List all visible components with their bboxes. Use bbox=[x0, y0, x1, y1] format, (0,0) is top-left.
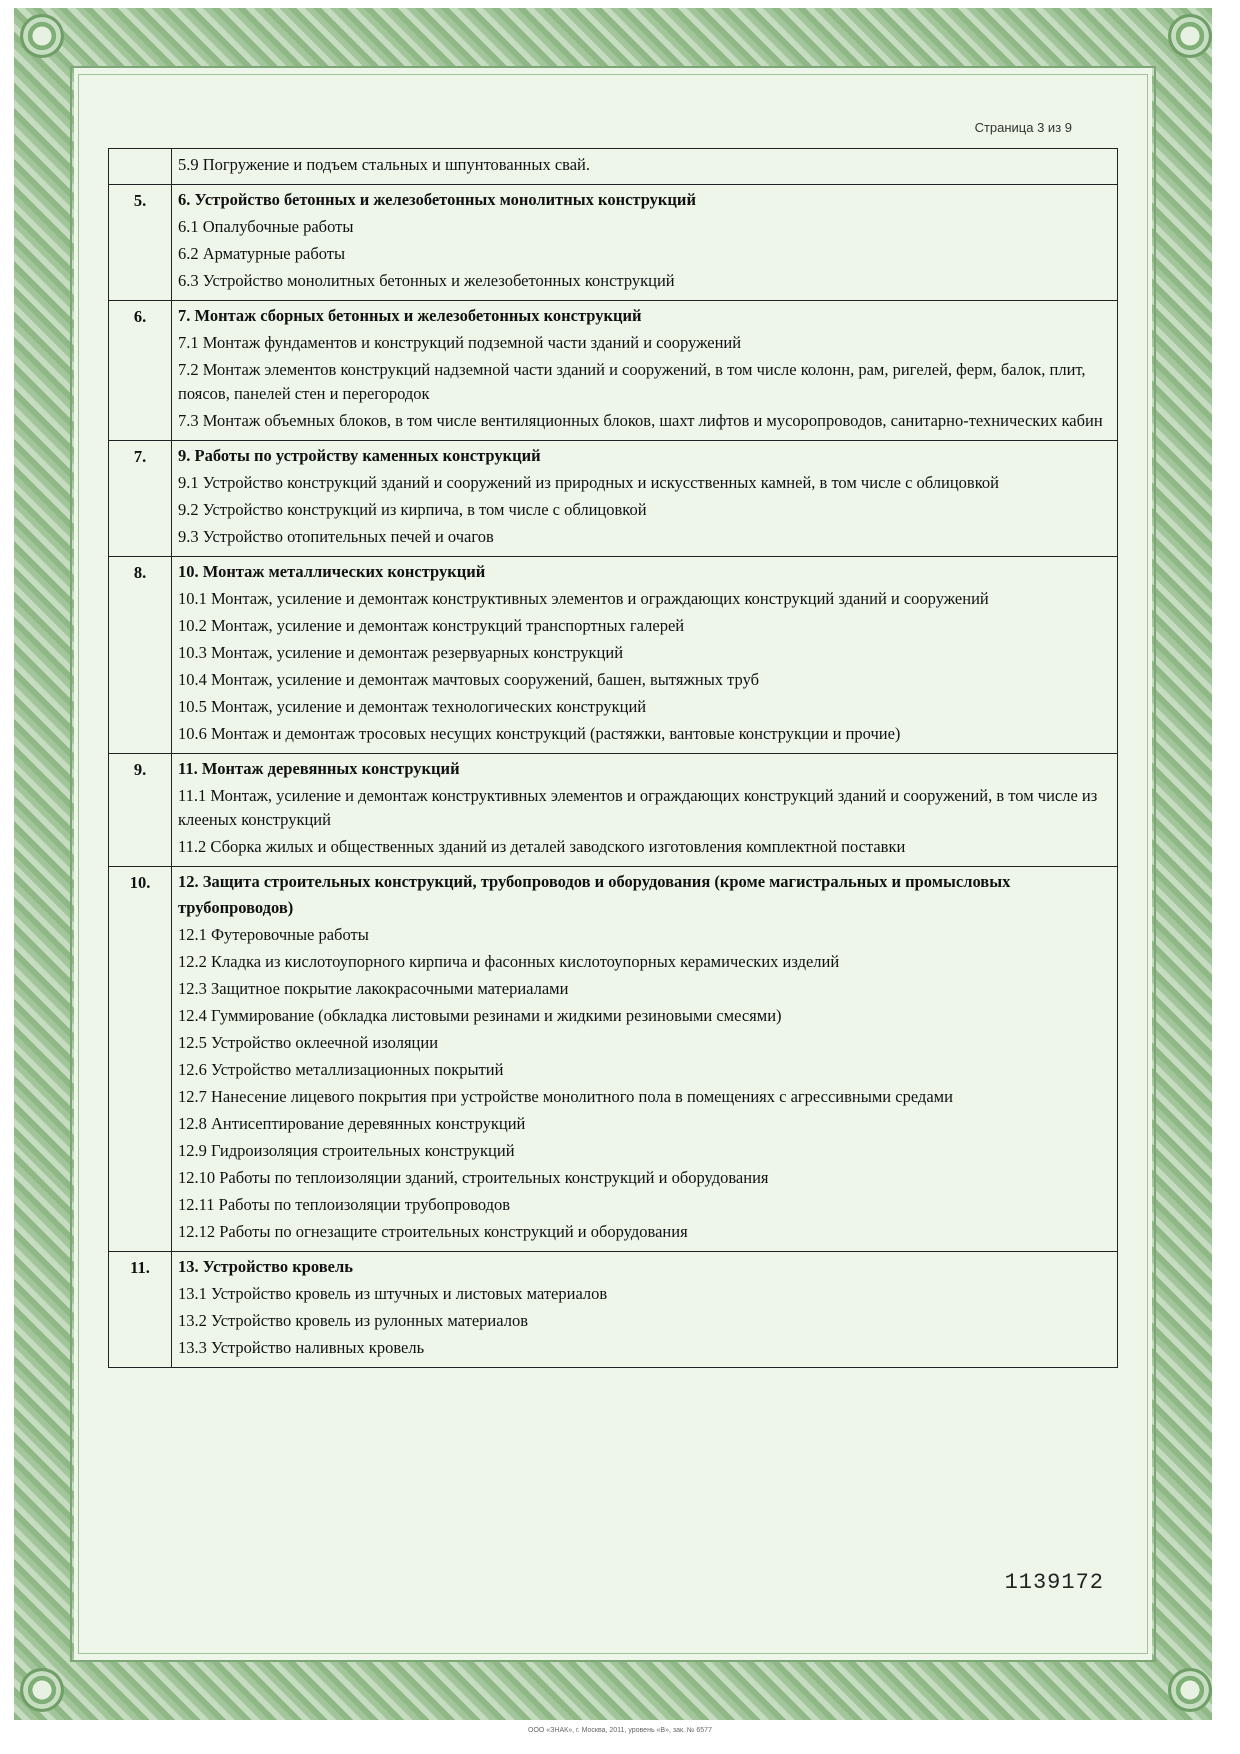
work-item: 7.3 Монтаж объемных блоков, в том числе вентиляционных блоков, шахт лифтов и мусоропроводов, санитарно-технических кабин bbox=[178, 411, 1103, 430]
corner-rosette-icon bbox=[1168, 1668, 1212, 1712]
corner-rosette-icon bbox=[1168, 14, 1212, 58]
work-item: 11.1 Монтаж, усиление и демонтаж конструктивных элементов и ограждающих конструкций зданий и сооружений, в том числе из клееных конструкций bbox=[178, 786, 1098, 829]
work-types-table bbox=[108, 148, 1118, 1368]
corner-rosette-icon bbox=[20, 1668, 64, 1712]
work-item: 10.6 Монтаж и демонтаж тросовых несущих конструкций (растяжки, вантовые конструкции и прочие) bbox=[178, 724, 901, 743]
row-content bbox=[172, 754, 1118, 867]
row-content bbox=[172, 1252, 1118, 1368]
work-item: 13.1 Устройство кровель из штучных и листовых материалов bbox=[178, 1284, 608, 1303]
table-row bbox=[109, 185, 1118, 301]
row-number: 10. bbox=[109, 867, 172, 1252]
work-item: 12.10 Работы по теплоизоляции зданий, строительных конструкций и оборудования bbox=[178, 1168, 769, 1187]
serial-number: 1139172 bbox=[1004, 1570, 1104, 1595]
work-item: 12.7 Нанесение лицевого покрытия при устройстве монолитного пола в помещениях с агрессивными средами bbox=[178, 1087, 953, 1106]
table-row bbox=[109, 754, 1118, 867]
row-number: 11. bbox=[109, 1252, 172, 1368]
work-item: 10.1 Монтаж, усиление и демонтаж конструктивных элементов и ограждающих конструкций зданий и сооружений bbox=[178, 589, 989, 608]
work-item: 12.12 Работы по огнезащите строительных конструкций и оборудования bbox=[178, 1222, 688, 1241]
section-title: 11. Монтаж деревянных конструкций bbox=[178, 759, 460, 778]
row-number: 6. bbox=[109, 301, 172, 441]
work-item: 10.3 Монтаж, усиление и демонтаж резервуарных конструкций bbox=[178, 643, 624, 662]
work-item: 12.9 Гидроизоляция строительных конструкций bbox=[178, 1141, 515, 1160]
section-title: 6. Устройство бетонных и железобетонных монолитных конструкций bbox=[178, 190, 696, 209]
work-item: 9.3 Устройство отопительных печей и очагов bbox=[178, 527, 494, 546]
work-item: 5.9 Погружение и подъем стальных и шпунтованных свай. bbox=[178, 155, 591, 174]
section-title: 12. Защита строительных конструкций, трубопроводов и оборудования (кроме магистральных и промысловых трубопроводов) bbox=[178, 872, 1011, 917]
row-content bbox=[172, 185, 1118, 301]
work-item: 7.2 Монтаж элементов конструкций надземной части зданий и сооружений, в том числе колонн, рам, ригелей, ферм, балок, плит, поясов, панелей стен и перегородок bbox=[178, 360, 1086, 403]
row-number bbox=[109, 149, 172, 185]
row-number: 5. bbox=[109, 185, 172, 301]
row-content bbox=[172, 557, 1118, 754]
work-item: 12.3 Защитное покрытие лакокрасочными материалами bbox=[178, 979, 569, 998]
work-item: 9.2 Устройство конструкций из кирпича, в том числе с облицовкой bbox=[178, 500, 647, 519]
section-title: 7. Монтаж сборных бетонных и железобетонных конструкций bbox=[178, 306, 642, 325]
row-number: 9. bbox=[109, 754, 172, 867]
table-row bbox=[109, 867, 1118, 1252]
work-item: 10.5 Монтаж, усиление и демонтаж технологических конструкций bbox=[178, 697, 647, 716]
work-item: 10.2 Монтаж, усиление и демонтаж конструкций транспортных галерей bbox=[178, 616, 685, 635]
page-number-label: Страница 3 из 9 bbox=[974, 120, 1072, 135]
table-row bbox=[109, 441, 1118, 557]
work-item: 12.4 Гуммирование (обкладка листовыми резинами и жидкими резиновыми смесями) bbox=[178, 1006, 782, 1025]
table-row bbox=[109, 301, 1118, 441]
table-row bbox=[109, 1252, 1118, 1368]
section-title: 10. Монтаж металлических конструкций bbox=[178, 562, 486, 581]
work-item: 13.3 Устройство наливных кровель bbox=[178, 1338, 425, 1357]
section-title: 13. Устройство кровель bbox=[178, 1257, 353, 1276]
work-item: 7.1 Монтаж фундаментов и конструкций подземной части зданий и сооружений bbox=[178, 333, 742, 352]
row-number: 8. bbox=[109, 557, 172, 754]
work-item: 12.2 Кладка из кислотоупорного кирпича и фасонных кислотоупорных керамических изделий bbox=[178, 952, 840, 971]
section-title: 9. Работы по устройству каменных конструкций bbox=[178, 446, 541, 465]
work-item: 6.3 Устройство монолитных бетонных и железобетонных конструкций bbox=[178, 271, 675, 290]
work-item: 12.8 Антисептирование деревянных конструкций bbox=[178, 1114, 526, 1133]
row-number: 7. bbox=[109, 441, 172, 557]
table-row bbox=[109, 557, 1118, 754]
work-item: 12.5 Устройство оклеечной изоляции bbox=[178, 1033, 439, 1052]
row-content bbox=[172, 441, 1118, 557]
work-item: 6.1 Опалубочные работы bbox=[178, 217, 354, 236]
work-item: 12.6 Устройство металлизационных покрытий bbox=[178, 1060, 504, 1079]
printer-imprint: ООО «ЗНАК», г. Москва, 2011, уровень «В», зак. № 6577 bbox=[528, 1727, 712, 1734]
work-item: 12.1 Футеровочные работы bbox=[178, 925, 369, 944]
work-item: 6.2 Арматурные работы bbox=[178, 244, 346, 263]
work-item: 10.4 Монтаж, усиление и демонтаж мачтовых сооружений, башен, вытяжных труб bbox=[178, 670, 760, 689]
work-item: 11.2 Сборка жилых и общественных зданий из деталей заводского изготовления комплектной поставки bbox=[178, 837, 906, 856]
work-item: 9.1 Устройство конструкций зданий и сооружений из природных и искусственных камней, в том числе с облицовкой bbox=[178, 473, 999, 492]
work-item: 13.2 Устройство кровель из рулонных материалов bbox=[178, 1311, 528, 1330]
table-row bbox=[109, 149, 1118, 185]
work-types-table-body bbox=[109, 149, 1118, 1368]
work-item: 12.11 Работы по теплоизоляции трубопроводов bbox=[178, 1195, 511, 1214]
row-content bbox=[172, 867, 1118, 1252]
row-content bbox=[172, 149, 1118, 185]
corner-rosette-icon bbox=[20, 14, 64, 58]
row-content bbox=[172, 301, 1118, 441]
